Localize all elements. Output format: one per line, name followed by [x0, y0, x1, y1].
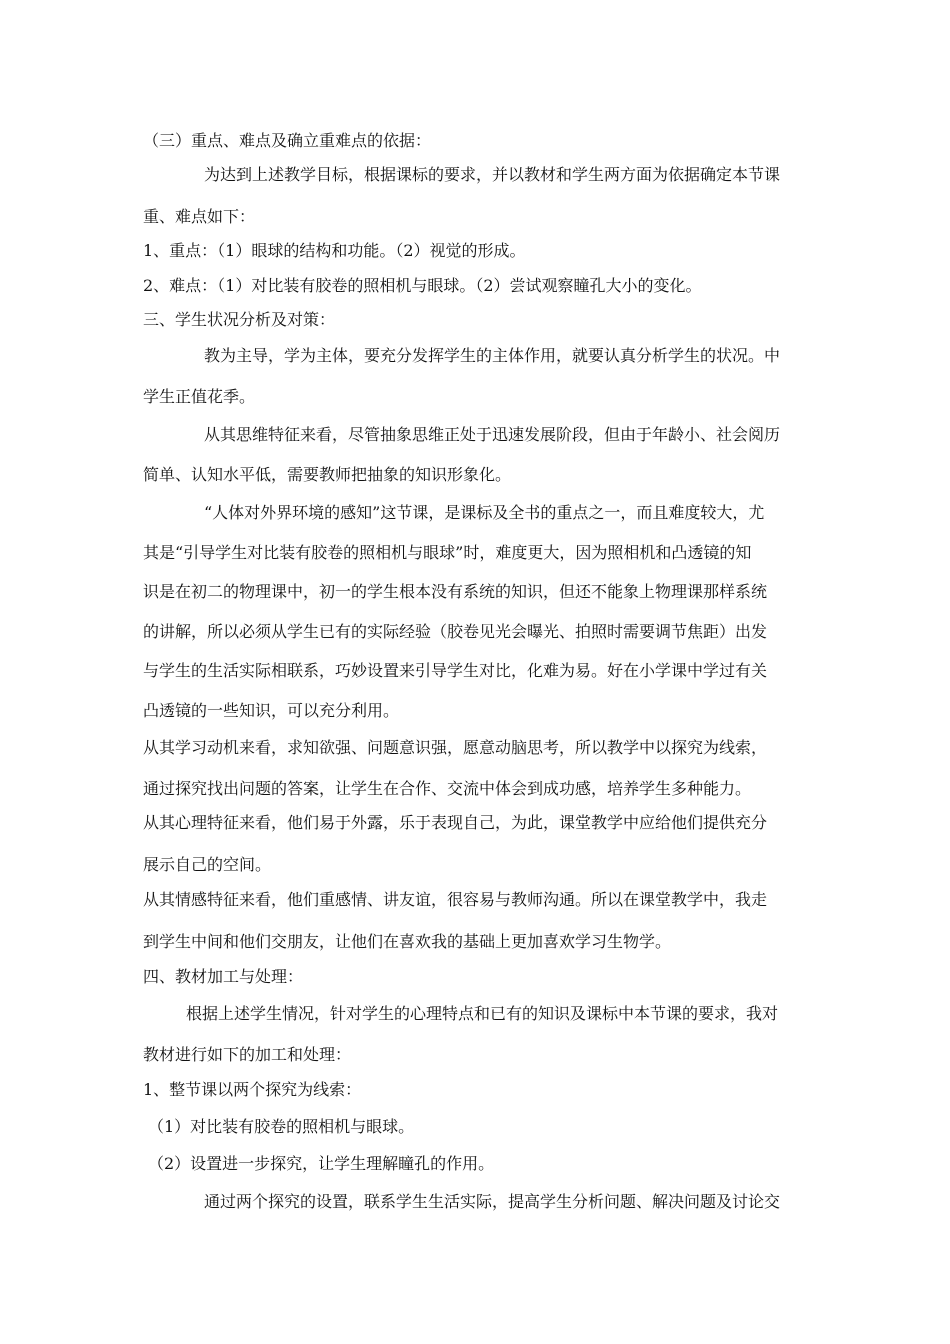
paragraph-line: 根据上述学生情况，针对学生的心理特点和已有的知识及课标中本节课的要求，我对 — [186, 1004, 779, 1023]
paragraph-line: 展示自己的空间。 — [143, 855, 272, 874]
heading-material-processing: 四、教材加工与处理： — [143, 967, 304, 986]
paragraph-line: 与学生的生活实际相联系，巧妙设置来引导学生对比，化难为易。好在小学课中学过有关 — [143, 661, 768, 680]
paragraph-line: “人体对外界环境的感知”这节课，是课标及全书的重点之一，而且难度较大，尤 — [204, 503, 765, 522]
paragraph-line: 简单、认知水平低，需要教师把抽象的知识形象化。 — [143, 465, 512, 484]
heading-key-points: （三）重点、难点及确立重难点的依据： — [143, 131, 432, 150]
paragraph-line: 通过两个探究的设置，联系学生生活实际，提高学生分析问题、解决问题及讨论交 — [204, 1192, 781, 1211]
paragraph-line: 从其心理特征来看，他们易于外露，乐于表现自己，为此，课堂教学中应给他们提供充分 — [143, 813, 768, 832]
paragraph-line: 教材进行如下的加工和处理： — [143, 1045, 352, 1064]
list-item: 2、难点：（1）对比装有胶卷的照相机与眼球。（2）尝试观察瞳孔大小的变化。 — [143, 276, 702, 295]
list-item: （2）设置进一步探究，让学生理解瞳孔的作用。 — [148, 1154, 495, 1173]
paragraph-line: 为达到上述教学目标，根据课标的要求，并以教材和学生两方面为依据确定本节课 — [204, 165, 781, 184]
list-item: 1、重点：（1）眼球的结构和功能。（2）视觉的形成。 — [143, 241, 526, 260]
heading-student-analysis: 三、学生状况分析及对策： — [143, 310, 336, 329]
paragraph-line: 到学生中间和他们交朋友，让他们在喜欢我的基础上更加喜欢学习生物学。 — [143, 932, 672, 951]
paragraph-line: 的讲解，所以必须从学生已有的实际经验（胶卷见光会曝光、拍照时需要调节焦距）出发 — [143, 622, 768, 641]
paragraph-line: 教为主导，学为主体，要充分发挥学生的主体作用，就要认真分析学生的状况。中 — [204, 346, 781, 365]
paragraph-line: 从其学习动机来看，求知欲强、问题意识强，愿意动脑思考，所以教学中以探究为线索， — [143, 738, 768, 757]
paragraph-line: 识是在初二的物理课中，初一的学生根本没有系统的知识，但还不能象上物理课那样系统 — [143, 582, 768, 601]
paragraph-line: 重、难点如下： — [143, 207, 256, 226]
paragraph-line: 通过探究找出问题的答案，让学生在合作、交流中体会到成功感，培养学生多种能力。 — [143, 779, 752, 798]
paragraph-line: 从其思维特征来看，尽管抽象思维正处于迅速发展阶段，但由于年龄小、社会阅历 — [204, 425, 781, 444]
paragraph-line: 其是“引导学生对比装有胶卷的照相机与眼球”时，难度更大，因为照相机和凸透镜的知 — [143, 543, 752, 562]
paragraph-line: 学生正值花季。 — [143, 387, 256, 406]
paragraph-line: 凸透镜的一些知识，可以充分利用。 — [143, 701, 400, 720]
paragraph-line: 从其情感特征来看，他们重感情、讲友谊，很容易与教师沟通。所以在课堂教学中，我走 — [143, 890, 768, 909]
list-item: 1、整节课以两个探究为线索： — [143, 1080, 362, 1099]
list-item: （1）对比装有胶卷的照相机与眼球。 — [148, 1117, 415, 1136]
